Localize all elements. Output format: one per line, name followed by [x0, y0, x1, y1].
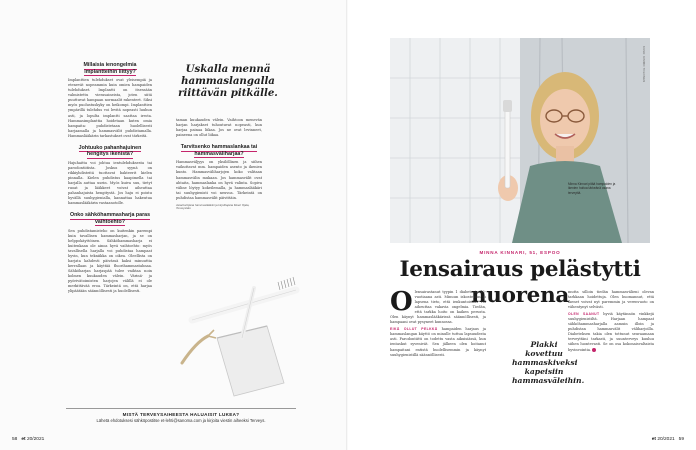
magazine-name: et [21, 437, 26, 442]
drop-cap: O [390, 287, 413, 317]
reader-prompt-title: MISTÄ TERVEYSAIHEESTA HALUAISIT LUKEA? [122, 412, 240, 417]
portrait-image [390, 38, 650, 243]
paragraph-lead-in-2: OLEN SAANUT [568, 312, 600, 317]
article-paragraph-4: OLEN SAANUT hyviä käytännön vinkkejä suuhygienistiltä. Harjaan hampaat sähköhammasharjalla aamuin illoin ja puhdistan hammasvälit väliharjoilla. Diabeteksen takia olen tottunut seuraamaan terveyttäni tarkasti, ja suunterveys kuuluu siihen luontevasti. Se on osa kokonaisvaltaista hyvinvointia. [568, 312, 654, 352]
reader-prompt-box [66, 408, 296, 423]
toothbrush-illustration [172, 268, 312, 403]
answer-floss: Hammasväljyys on yksilöllinen ja siihen vaikuttavat mm. hampaiden asento ja ikenien kunto. Hammasväliharjojen koko valitaan hammasvälin mukaan. Jos hammasvälit ovat ahtaita, hammaslanka on hyvä valinta. Sopiva väline löytyy kokeilemalla, ja hammaslääkäri tai suuhygienisti voi neuvoa. Tärkeintä on puhdistaa hammasvälit päivittäin. [176, 160, 262, 200]
end-mark-icon [592, 348, 596, 352]
article-paragraph-3: mutta silloin tiedän hammasvälieni olevan tarkkaan hoidettuja. Olen huomannut, että ikenet voivat nyt paremmin ja verenvuoto on vähentynyt selvästi. [568, 290, 654, 310]
left-column-1 [68, 62, 152, 294]
page-number: 58 [12, 437, 18, 442]
page-folio-left [12, 437, 44, 442]
answer-breath: Hajuhaitta voi johtua ientulehduksesta tai parodontiitista. Joskus syynä on rikkiyhdisteitä tuottavat bakteerit kielen pinnalla. Kielen puhdistus kaapimella tai harjalla auttaa usein. Myös kuiva suu, tietyt ruoat ja lääkkeet voivat aiheuttaa pahanhajuista hengitystä. Jos haju ei poistu hyvällä suuhygienialla, kannattaa hakeutua hammaslääkärin vastaanotolle. [68, 160, 152, 206]
question-heading-floss: Tarvitsenko hammaslankaa tai hammasväliharjaa? [180, 144, 258, 157]
page-number-right: 59 [678, 437, 684, 442]
expert-credit: Asiantuntijana hammaslääkäri ja kirjoittajana Meeri Ojala, Terveystalo [176, 202, 250, 211]
left-column-2 [176, 118, 262, 211]
pull-quote-left: Uskalla mennä hammaslangalla riittävän pitkälle. [178, 63, 278, 99]
magazine-name-right: et [651, 437, 656, 442]
pull-quote-right: Plakki kovettuu hammaskiveksi kapeisiin hammasväleihin. [512, 340, 585, 385]
answer-implants: Implanttien tulehdukset ovat yleisempiä ja etenevät nopeammin kuin omien hampaiden tulehdukset. Implantti on itsessään valmistettu vierasaineista, joten siitä puuttuvat hampaan normaalit rakenteet. Siksi myös puolustuskyky on heikompi. Implanttien ympärillä tulehdus voi levitä nopeasti luuhun asti, ja lopulta implantti saattaa irrota. Hammasimplanttia hoidetaan kuten omia hampaita: puhdistetaan huolellisesti harjaamalla ja hammasvälit puhdistamalla. Hammaslääkärin tarkastukset ovat tärkeitä. [68, 78, 152, 138]
photo-caption: Minna Kinnari pitää hampaiden ja ikenien hoitoa tärkeänä osana terveyttä. [568, 182, 616, 195]
reader-prompt-text: Lähetä ehdotuksesi sähköpostitse et-lehti@sanoma.com ja kirjoita viestin aiheeksi Terveys. [96, 418, 266, 423]
article-kicker: MINNA KINNARI, 51, ESPOO [479, 250, 561, 255]
question-heading-electric-brush: Onko sähköhammasharja paras vaihtoehto? [69, 212, 151, 225]
article-intro: Olensairastanut tyypin 1 diabetesta 12-vuotiaana asti. Minuun iskostettiin jo lapsena tieto, että ienkuntoisuus voi aiheuttaa vakavia ongelmia. Tiedän, että tarkka hoito on kaiken perusta. Olen käynyt hammaslääkärissä säännöllisesti, ja hampaani ovat pysyneet kunnossa. [390, 287, 486, 325]
article-column-3 [568, 290, 654, 353]
question-heading-implants: Millaisia ienongelmia implantteihin liittyy? [83, 62, 137, 75]
answer-electric-brush: Sen puhdistamisteho on kuitenkin parempi kuin tavallisen hammasharjan, ja se on helppokäyttöinen. Sähköhammasharja ei kuitenkaan ole ainoa hyvä vaihtoehto: myös tavallisella harjalla voi puhdistaa hampaat hyvin, kun tekniikka on oikea. Oleellista on harjata kahdesti päivässä kaksi minuuttia kerrallaan ja käyttää fluorihammastahnaa. Sähköharjan harjaspää tulee vaihtaa noin kolmen kuukauden välein. Värinä- ja pyörivätoimisten harjojen välillä ei ole merkittävää eroa. Tärkeintä on, että harjaa ylipäätään säännöllisesti ja huolellisesti. [68, 228, 152, 294]
photo-credit: KUVA: KIMMO TOLONEN [642, 46, 646, 83]
page-folio-right [652, 437, 684, 442]
article-headline: Iensairaus pelästytti nuorena [399, 257, 641, 308]
column-2-intro: taman kuukauden välein. Vaihtoon menevän harjan harjakset tuhoutuvat nopeasti, kun harjaa painaa liikaa. Jos ne ovat levinneet, paineena on ollut liikaa. [176, 118, 262, 138]
question-heading-breath: Johtuuko pahanhajuinen hengitys ikenistä? [78, 144, 142, 158]
floss-pick-illustration [182, 330, 216, 363]
portrait-photo [390, 38, 650, 243]
issue-number-right: 20/2021 [657, 437, 675, 442]
paragraph-lead-in: EIKÄ OLLUT PELKKÄ [390, 327, 438, 332]
article-column-1 [390, 287, 486, 358]
article-paragraph-2: EIKÄ OLLUT PELKKÄ hampaiden harjaus ja hammaslangan käyttö on minulle tuttua lapsuudesta asti. Parodontiitti on todettu vasta aikuisiässä, kun ientaskut syvenivät. Sen jälkeen olen hoitanut hampaitani entistä huolellisemmin ja käynyt suuhygienistillä säännöllisesti. [390, 327, 486, 357]
issue-number: 20/2021 [26, 437, 45, 442]
toothbrush-holder-illustration [217, 326, 284, 396]
